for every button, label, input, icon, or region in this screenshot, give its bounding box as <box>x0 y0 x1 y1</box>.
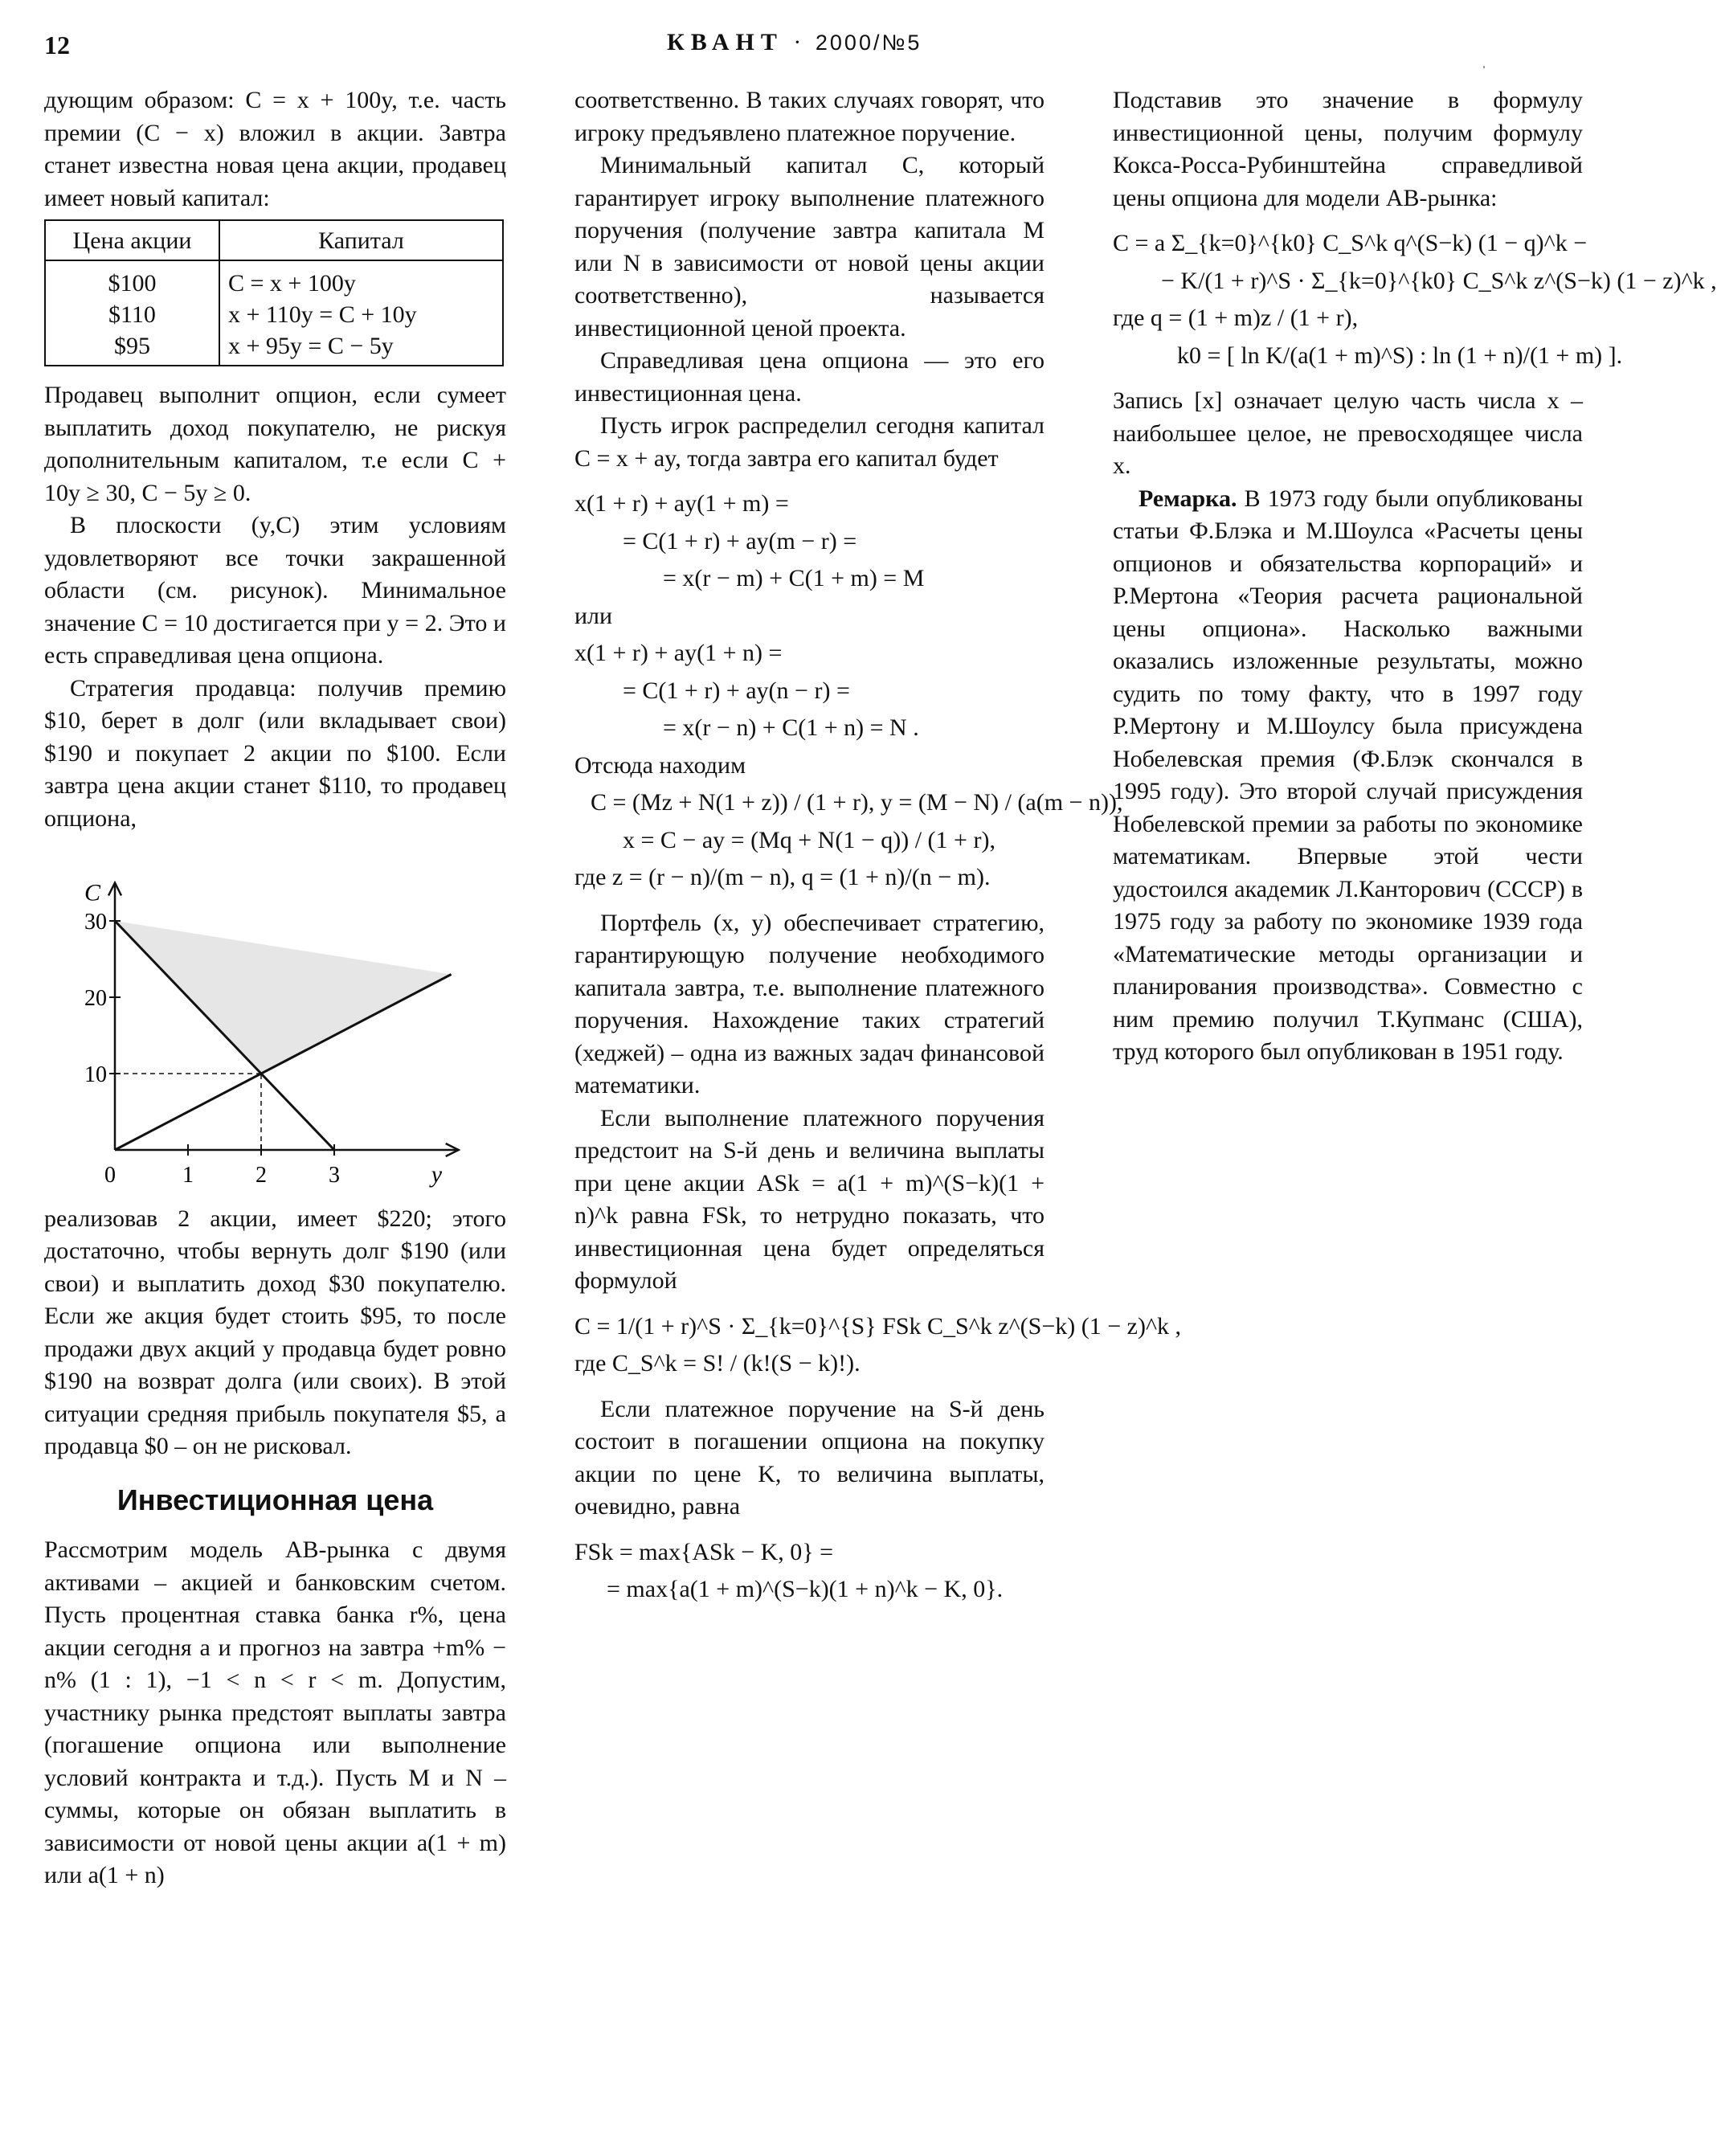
col1-paragraph: реализовав 2 акции, имеет $220; этого достаточно, чтобы вернуть долг $190 (или свои) и выплатить доход $30 покупателю. Если же акция будет стоить $95, то после продажи двух акций у продавца будет ровно $190 на возврат долга (или своих). В этой ситуации средняя прибыль покупателя $5, а продавца $0 – он не рисковал. <box>44 1205 506 1459</box>
issue-number: 2000/№5 <box>815 31 922 55</box>
table-cell: x + 110y = C + 10y <box>219 299 503 330</box>
running-header <box>667 29 922 56</box>
table-cell: C = x + 100y <box>219 260 503 299</box>
table-row <box>45 260 503 299</box>
col2-paragraph: Минимальный капитал C, который гарантирует игроку выполнение платежного поручения (получение завтра капитала M или N в зависимости от новой цены акции соответственно), называется инвестиционной ценой проекта. <box>574 152 1045 342</box>
shaded-region <box>115 921 452 1074</box>
equation: x(1 + r) + ay(1 + n) = <box>574 640 783 666</box>
col1-paragraph: В плоскости (y,C) этим условиям удовлетворяют все точки закрашенной области (см. рисунок). Минимальное значение C = 10 достигается при y = 2. Это и есть справедливая цена опциона. <box>44 512 506 669</box>
col2-text: Отсюда находим <box>574 751 746 779</box>
column-2 <box>574 84 1182 1611</box>
equation: C = (Mz + N(1 + z)) / (1 + r), y = (M − N) / (a(m − n)), <box>591 789 1123 816</box>
y-tick-label: 30 <box>84 910 107 935</box>
col2-paragraph: Пусть игрок распределил сегодня капитал C = x + ay, тогда завтра его капитал будет <box>574 412 1045 472</box>
section-title: Инвестиционная цена <box>117 1483 434 1516</box>
x-tick-label: 2 <box>256 1163 267 1188</box>
y-axis-label: C <box>84 879 100 906</box>
equation: C = 1/(1 + r)^S · Σ_{k=0}^{S} FSk C_S^k z^(S−k) (1 − z)^k , <box>574 1312 1182 1340</box>
scan-mark <box>1483 66 1485 68</box>
col1-paragraph: Стратегия продавца: получив премию $10, берет в долг (или вкладывает свои) $190 и покупает 2 акции по $100. Если завтра цена акции станет $110, то продавец опциона, <box>44 674 506 832</box>
table-cell: $110 <box>45 299 219 330</box>
header-separator: · <box>783 29 816 55</box>
col2-text: или <box>574 602 613 629</box>
col3-paragraph: Подставив это значение в формулу инвестиционной цены, получим формулу Кокса-Росса-Рубинштейна справедливой цены опциона для модели AB-рынка: <box>1113 87 1583 211</box>
page-number: 12 <box>44 31 70 59</box>
y-tick-label: 20 <box>84 986 107 1011</box>
equation: = C(1 + r) + ay(n − r) = <box>623 677 850 704</box>
col3-paragraph: Запись [x] означает целую часть числа x – наибольшее целое, не превосходящее числа x. <box>1113 387 1583 479</box>
remark-paragraph <box>1113 483 1583 1069</box>
table-cell: $100 <box>45 260 219 299</box>
equation: − K/(1 + r)^S · Σ_{k=0}^{k0} C_S^k z^(S−k) (1 − z)^k , <box>1161 267 1717 294</box>
magazine-name: КВАНТ <box>667 29 783 55</box>
equation: где C_S^k = S! / (k!(S − k)!). <box>574 1350 861 1377</box>
equation: x = C − ay = (Mq + N(1 − q)) / (1 + r), <box>623 826 995 853</box>
col2-paragraph: Портфель (x, y) обеспечивает стратегию, гарантирующую получение необходимого капитала завтра, т.е. выполнение платежного поручения. Нахождение таких стратегий (хеджей) – одна из важных задач финансовой математики. <box>574 909 1045 1098</box>
equation: FSk = max{ASk − K, 0} = <box>574 1538 834 1565</box>
y-tick-label: 10 <box>84 1062 107 1087</box>
capital-table <box>44 219 504 366</box>
equation: где z = (r − n)/(m − n), q = (1 + n)/(n − m). <box>574 864 991 890</box>
table-cell: x + 95y = C − 5y <box>219 330 503 366</box>
equation: x(1 + r) + ay(1 + m) = <box>574 490 789 517</box>
equation: = x(r − n) + C(1 + n) = N . <box>663 714 919 741</box>
equation: = max{a(1 + m)^(S−k)(1 + n)^k − K, 0}. <box>607 1576 1004 1602</box>
table-row <box>45 330 503 366</box>
col2-paragraph: Если выполнение платежного поручения предстоит на S-й день и величина выплаты при цене акции ASk = a(1 + m)^(S−k)(1 + n)^k равна FSk, то нетрудно показать, что инвестиционная цена будет определяться формулой <box>574 1104 1045 1294</box>
equation: = C(1 + r) + ay(m − r) = <box>623 527 857 554</box>
equation: = x(r − m) + C(1 + m) = M <box>663 565 925 591</box>
equation: C = a Σ_{k=0}^{k0} C_S^k q^(S−k) (1 − q)^k − <box>1113 230 1588 256</box>
equation: где q = (1 + m)z / (1 + r), <box>1113 305 1359 331</box>
col2-paragraph: Если платежное поручение на S-й день состоит в погашении опциона на покупку акции по цене K, то величина выплаты, очевидно, равна <box>574 1395 1045 1520</box>
col1-paragraph: Продавец выполнит опцион, если сумеет выплатить доход покупателю, не рискуя дополнительным капиталом, т.е если C + 10y ≥ 30, C − 5y ≥ 0. <box>44 382 506 506</box>
table-header: Капитал <box>219 220 503 260</box>
col1-paragraph: Рассмотрим модель AB-рынка с двумя активами – акцией и банковским счетом. Пусть процентная ставка банка r%, цена акции сегодня a и прогноз на завтра +m% − n% (1 : 1), −1 < n < r < m. Допустим, участнику рынка предстоят выплаты завтра (погашение опциона или выполнение условий контракта и т.д.). Пусть M и N – суммы, которые он обязан выплатить в зависимости от новой цены акции a(1 + m) или a(1 + n) <box>44 1536 506 1888</box>
col2-paragraph: Справедливая цена опциона — это его инвестиционная цена. <box>574 347 1045 407</box>
col1-intro: дующим образом: C = x + 100y, т.е. часть премии (C − x) вложил в акции. Завтра станет известна новая цена акции, продавец имеет новый капитал: <box>44 87 506 211</box>
feasible-region-figure <box>44 853 506 1190</box>
x-axis-label: y <box>431 1161 443 1188</box>
table-header: Цена акции <box>45 220 219 260</box>
table-cell: $95 <box>45 330 219 366</box>
col2-paragraph: соответственно. В таких случаях говорят, что игроку предъявлено платежное поручение. <box>574 87 1045 146</box>
remark-text: В 1973 году были опубликованы статьи Ф.Блэка и М.Шоулса «Расчеты цены опционов и обязательства корпораций» и Р.Мертона «Теория расчета рациональной цены опциона». Насколько важными оказались изложенные результаты, можно судить по тому факту, что в 1997 году Р.Мертону и М.Шоулсу была присуждена Нобелевская премия (Ф.Блэк скончался в 1995 году). Это второй случай присуждения Нобелевской премии за работы по экономике математикам. Впервые этой чести удостоился академик Л.Канторович (СССР) в 1975 году за работу по экономике 1939 года «Математические методы организации и планирования производства». Совместно с ним премию получил Т.Купманс (США), труд которого был опубликован в 1951 году. <box>1113 485 1583 1065</box>
equation: k0 = [ ln K/(a(1 + m)^S) : ln (1 + n)/(1 + m) ]. <box>1177 342 1623 369</box>
column-3 <box>1113 84 1717 1069</box>
x-tick-label: 1 <box>182 1163 194 1188</box>
x-tick-label: 3 <box>329 1163 340 1188</box>
x-tick-label: 0 <box>104 1163 116 1188</box>
table-row <box>45 299 503 330</box>
column-1 <box>44 84 506 1892</box>
remark-label: Ремарка. <box>1139 485 1237 512</box>
